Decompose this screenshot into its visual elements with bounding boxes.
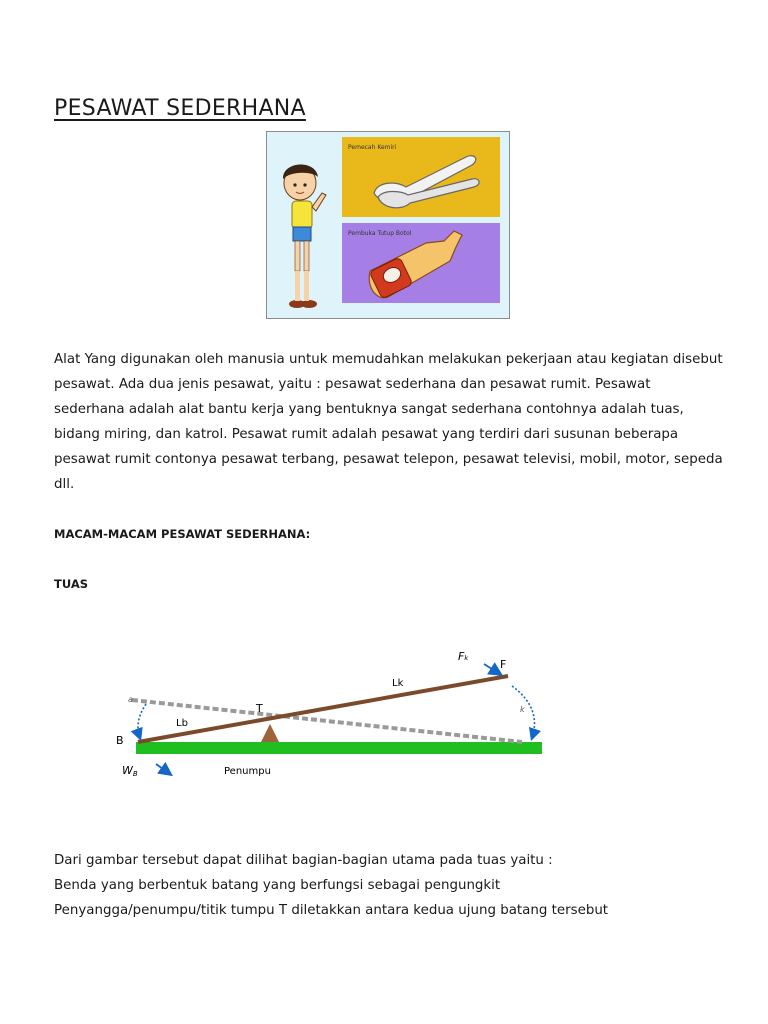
load-point-label: B — [116, 734, 124, 747]
lever-heading: TUAS — [54, 577, 89, 591]
load-arm-label: Lb — [176, 718, 188, 729]
text-line: Dari gambar tersebut dapat dilihat bagian-bagian utama pada tuas yaitu : — [54, 853, 553, 868]
text-line: Penyangga/penumpu/titik tumpu T diletakkan antara kedua ujung batang tersebut — [54, 903, 609, 918]
force-label: F — [500, 658, 507, 671]
effort-force-label: Fₖ — [458, 650, 470, 663]
fulcrum-icon — [261, 724, 279, 742]
intro-paragraph: Alat Yang digunakan oleh manusia untuk memudahkan melakukan pekerjaan atau kegiatan disebut pesawat. Ada dua jenis pesawat, yaitu : pesawat sederhana dan pesawat rumit. Pesawat sederhana adalah alat bantu kerja yang bentuknya sangat sederhana contohnya adalah tuas, bidang miring, dan katrol. Pesawat rumit adalah pesawat yang terdiri dari susunan beberapa pesawat rumit contonya pesawat terbang, pesawat telepon, pesawat televisi, mobil, motor, sepeda dll. — [54, 352, 723, 492]
lever-parts-text — [54, 848, 734, 923]
load-weight-label: WB — [122, 764, 138, 778]
effort-arm-label: Lk — [392, 678, 404, 689]
page-title: PESAWAT SEDERHANA — [54, 96, 306, 121]
text-line: Benda yang berbentuk batang yang berfungsi sebagai pengungkit — [54, 878, 501, 893]
ground-bar — [136, 742, 542, 754]
load-arc-label: a — [128, 695, 133, 704]
simple-machines-illustration — [266, 131, 510, 319]
effort-arc-label: k — [520, 705, 525, 714]
types-heading: MACAM-MACAM PESAWAT SEDERHANA: — [54, 527, 311, 541]
load-arc-arrow — [138, 704, 146, 738]
nutcracker-label: Pemecah Kemiri — [348, 144, 397, 151]
fulcrum-label: Penumpu — [224, 766, 271, 777]
load-force-arrow — [156, 764, 170, 774]
effort-force-arrow — [484, 664, 500, 674]
lever-beam — [138, 676, 508, 742]
lever-diagram — [108, 642, 558, 782]
fulcrum-point-label: T — [256, 702, 263, 715]
bottle-opener-label: Pembuka Tutup Botol — [348, 230, 412, 237]
